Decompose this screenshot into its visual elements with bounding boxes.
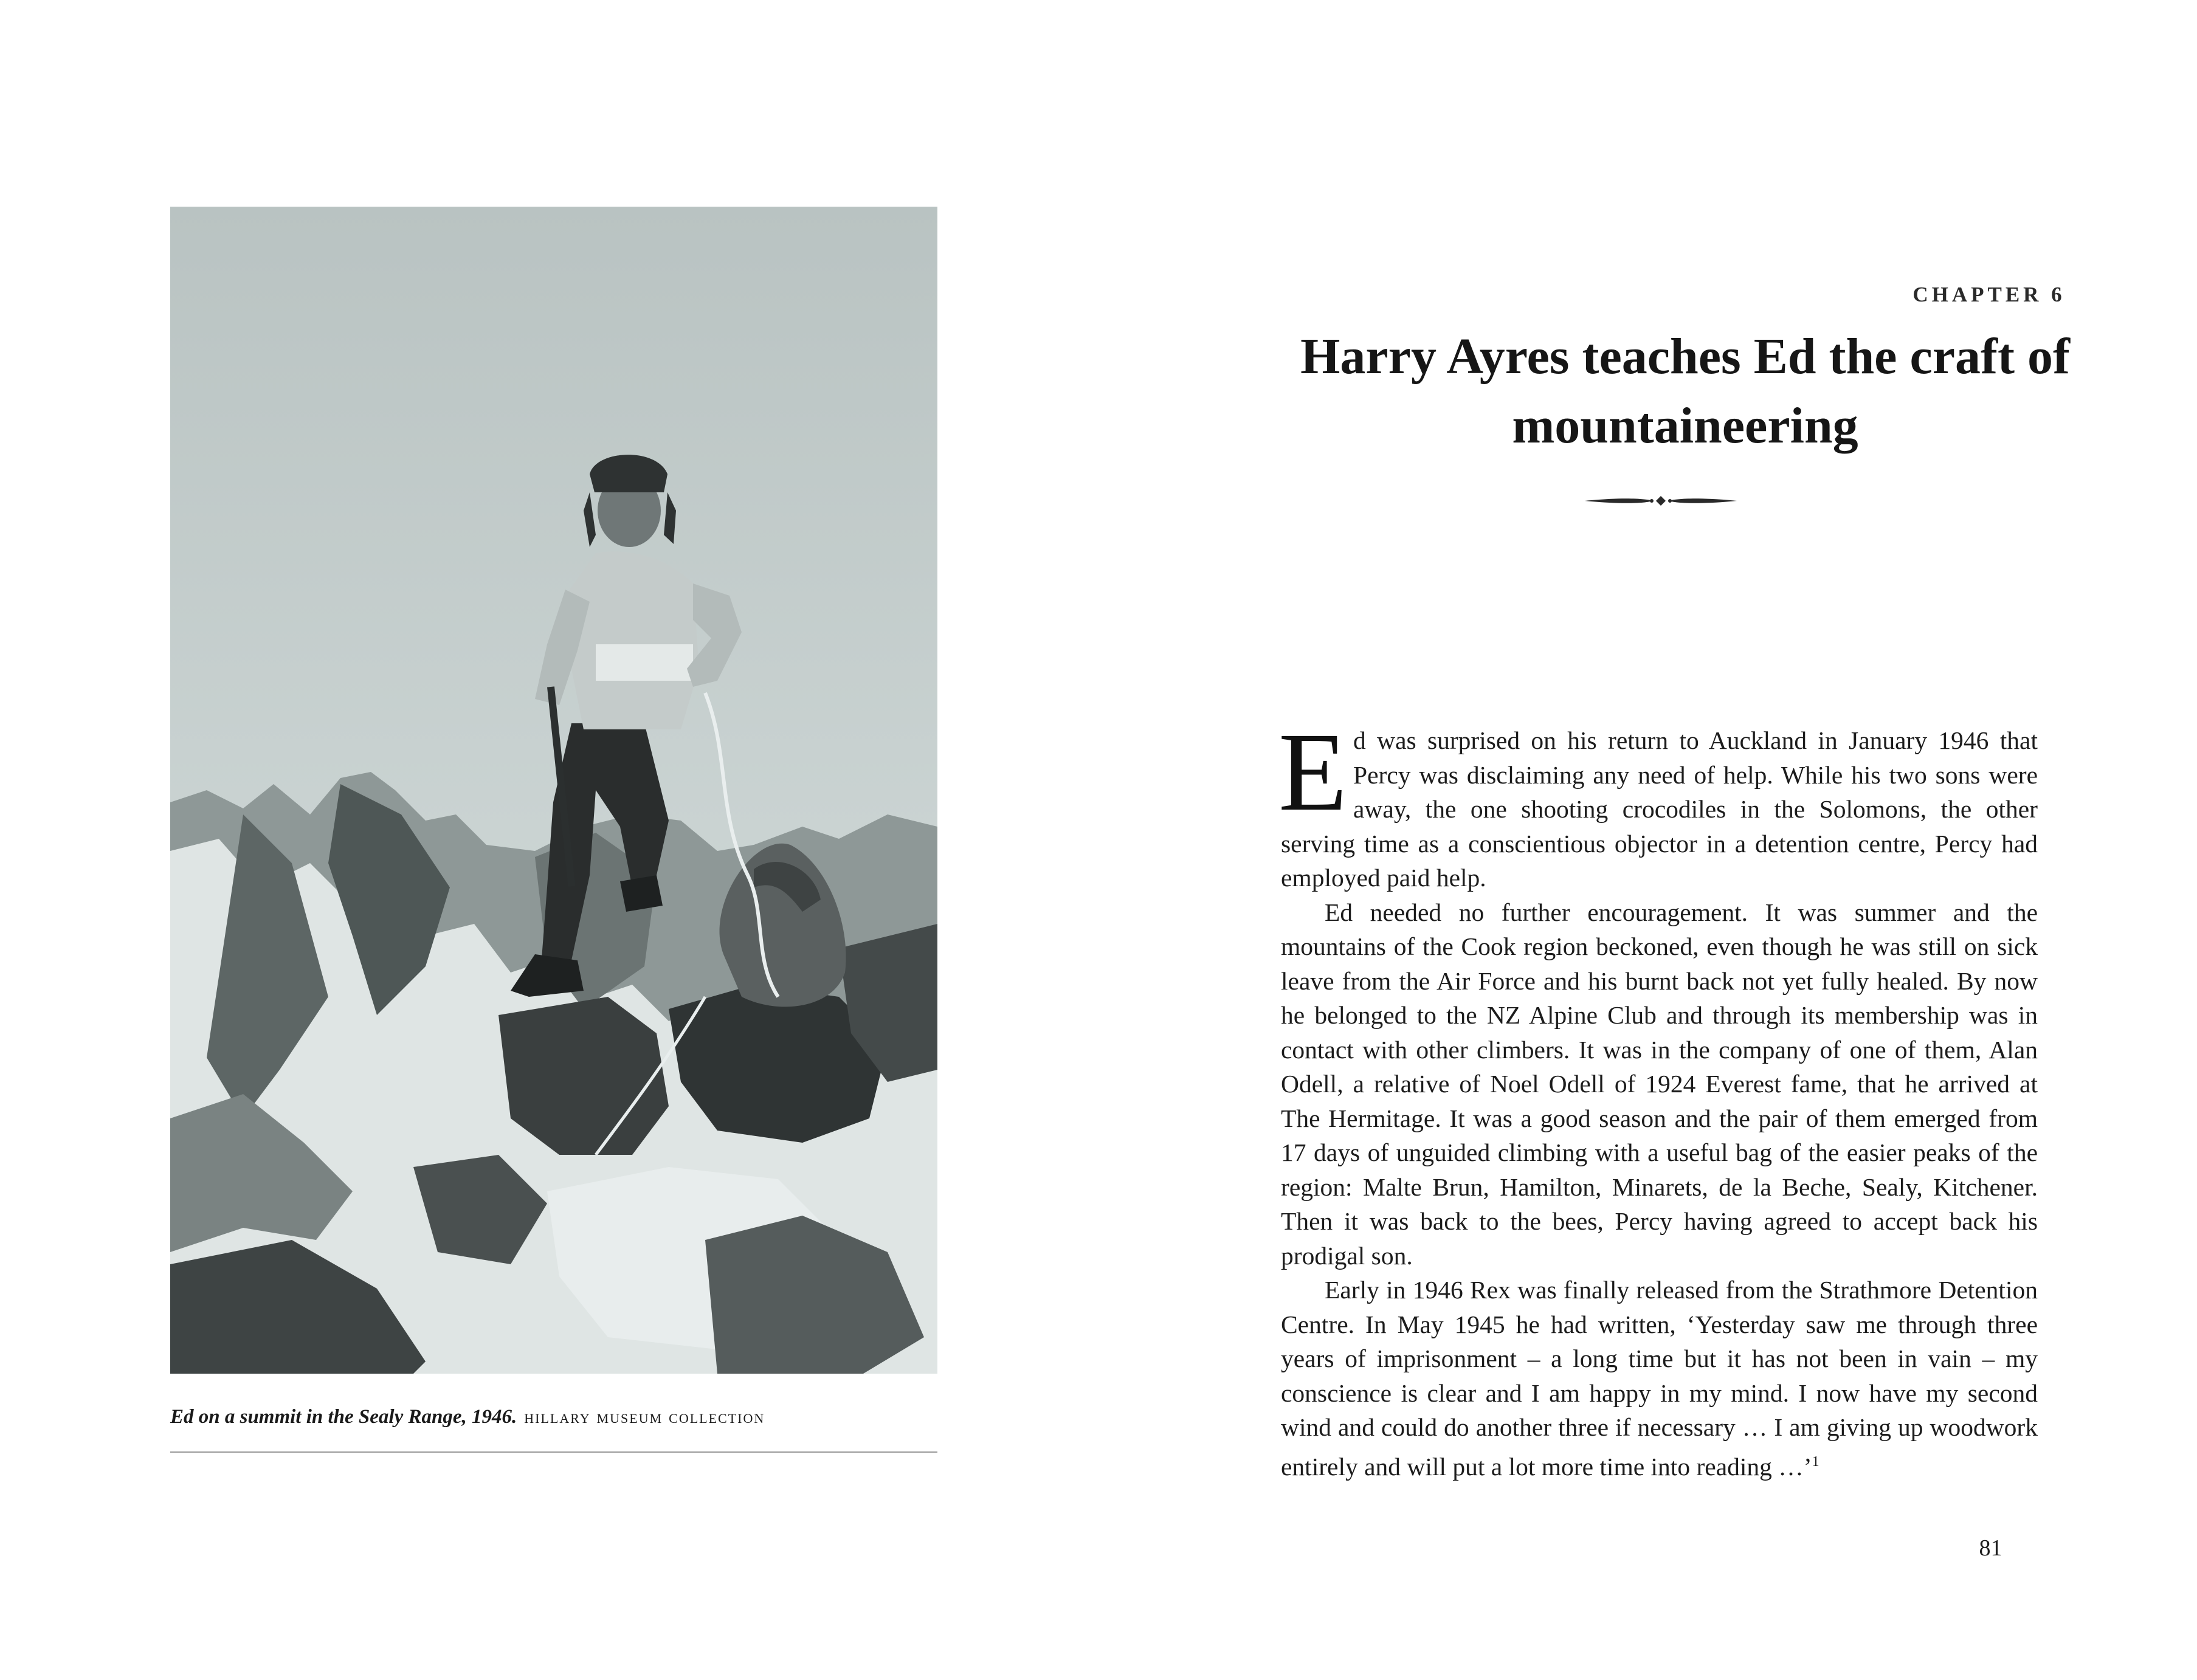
caption-credit: hillary museum collection [524,1405,765,1427]
caption-text: Ed on a summit in the Sealy Range, 1946. [170,1406,517,1428]
paragraph-1-text: d was surprised on his return to Auckland in January 1946 that Percy was disclaiming any need of help. While his two sons were away, the one shooting crocodiles in the Solomons, the other serving time as a conscientious objector in a detention centre, Percy had employed paid help. [1281,726,2038,892]
ornament-divider-icon [1585,494,1737,508]
paragraph-3 [1281,1273,2038,1484]
drop-cap: E [1278,710,1348,835]
page-number: 81 [1979,1535,2002,1561]
paragraph-3-text: Early in 1946 Rex was finally released from the Strathmore Detention Centre. In May 1945 he had written, ‘Yesterday saw me through three years of imprisonment – a long time but it has not been in vain – my conscience is clear and I am happy in my mind. I now have my second wind and could do another three if necessary … I am giving up woodwork entirely and will put a lot more time into reading …’ [1281,1276,2038,1481]
summit-photo-illustration [170,207,937,1374]
mountaineer-photo [170,207,937,1374]
chapter-title: Harry Ayres teaches Ed the craft of mountaineering [1300,328,2070,454]
left-page [0,0,1098,1680]
right-page [1098,0,2197,1680]
chapter-label: CHAPTER 6 [1912,283,2066,306]
photo-caption [170,1403,937,1430]
paragraph-1 [1278,710,2038,895]
body-text [1278,710,2038,1484]
paragraph-2: Ed needed no further encouragement. It was summer and the mountains of the Cook region beckoned, even though he was still on sick leave from the Air Force and his burnt back not yet fully healed. By now he belonged to the NZ Alpine Club and through its membership was in contact with other climbers. It was in the company of one of them, Alan Odell, a relative of Noel Odell of 1924 Everest fame, that he arrived at The Hermitage. It was a good season and the pair of them emerged from 17 days of unguided climbing with a useful bag of the easier peaks of the region: Malte Brun, Hamilton, Minarets, de la Beche, Sealy, Kitchener. Then it was back to the bees, Percy having agreed to accept back his prodigal son. [1281,898,2038,1270]
footnote-reference: 1 [1812,1453,1819,1470]
caption-divider [170,1451,937,1453]
